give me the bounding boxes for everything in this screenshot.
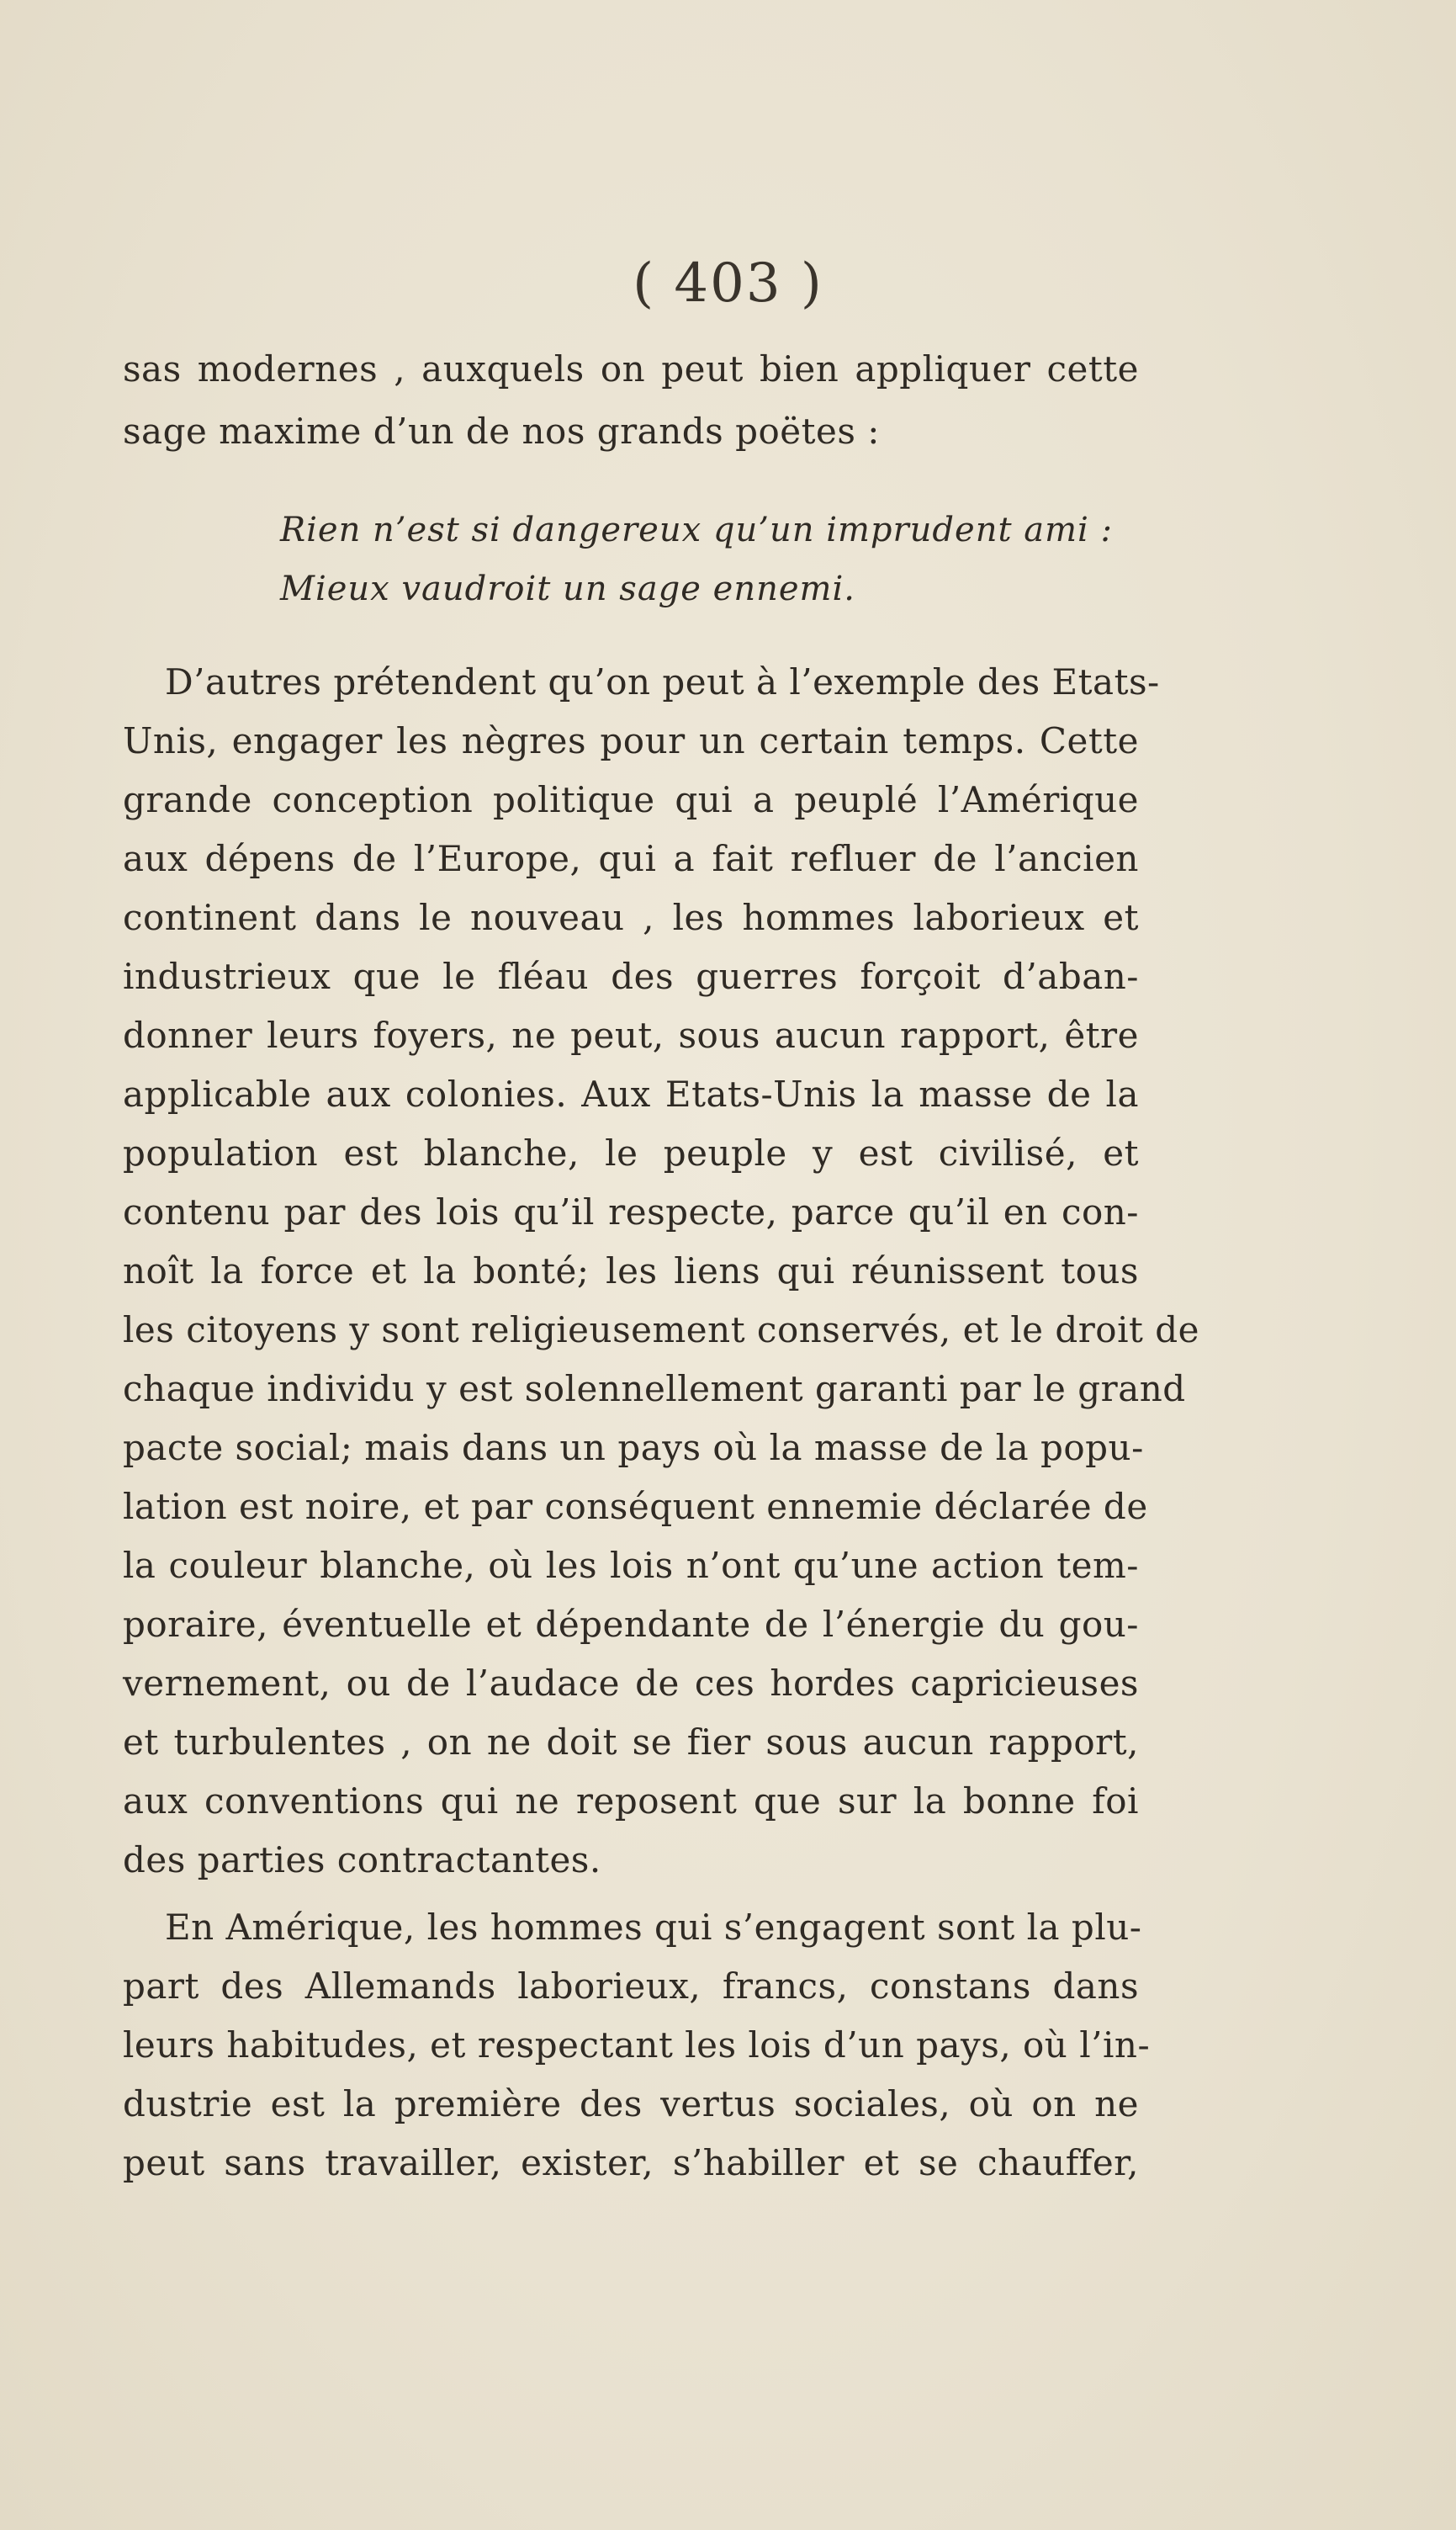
- text-line: noît la force et la bonté; les liens qui réunissent tous: [123, 1250, 1139, 1292]
- text-line: part des Allemands laborieux, francs, constans dans: [123, 1965, 1139, 2007]
- text-line: leurs habitudes, et respectant les lois d’un pays, où l’in-: [123, 2024, 1151, 2066]
- text-line: grande conception politique qui a peuplé l’Amérique: [123, 779, 1139, 820]
- text-line: poraire, éventuelle et dépendante de l’énergie du gou-: [123, 1604, 1139, 1645]
- text-line: pacte social; mais dans un pays où la masse de la popu-: [123, 1427, 1144, 1468]
- text-line: aux conventions qui ne reposent que sur la bonne foi: [123, 1780, 1139, 1822]
- text-line: sas modernes , auxquels on peut bien appliquer cette: [123, 348, 1139, 390]
- text-line: lation est noire, et par conséquent ennemie déclarée de: [123, 1486, 1148, 1527]
- text-line: applicable aux colonies. Aux Etats-Unis la masse de la: [123, 1074, 1139, 1115]
- text-line: continent dans le nouveau , les hommes laborieux et: [123, 897, 1139, 938]
- text-line: vernement, ou de l’audace de ces hordes capricieuses: [123, 1663, 1139, 1704]
- text-line: contenu par des lois qu’il respecte, parce qu’il en con-: [123, 1191, 1139, 1233]
- verse-line: Rien n’est si dangereux qu’un imprudent ami :: [280, 511, 1113, 549]
- text-line: sage maxime d’un de nos grands poëtes :: [123, 411, 880, 452]
- text-line: dustrie est la première des vertus sociales, où on ne: [123, 2083, 1139, 2124]
- text-line: les citoyens y sont religieusement conservés, et le droit de: [123, 1309, 1199, 1350]
- text-line: donner leurs foyers, ne peut, sous aucun rapport, être: [123, 1015, 1139, 1056]
- paragraph-first-line: En Amérique, les hommes qui s’engagent sont la plu-: [165, 1907, 1142, 1948]
- text-line: aux dépens de l’Europe, qui a fait refluer de l’ancien: [123, 838, 1139, 879]
- page-number: ( 403 ): [633, 252, 823, 315]
- text-line: la couleur blanche, où les lois n’ont qu’une action tem-: [123, 1545, 1139, 1586]
- text-line: des parties contractantes.: [123, 1839, 601, 1880]
- text-line: peut sans travailler, exister, s’habiller et se chauffer,: [123, 2142, 1139, 2183]
- text-line: industrieux que le fléau des guerres forçoit d’aban-: [123, 956, 1139, 997]
- text-line: Unis, engager les nègres pour un certain temps. Cette: [123, 720, 1139, 761]
- paragraph-first-line: D’autres prétendent qu’on peut à l’exemple des Etats-: [165, 661, 1160, 703]
- text-line: chaque individu y est solennellement garanti par le grand: [123, 1368, 1186, 1409]
- text-line: population est blanche, le peuple y est civilisé, et: [123, 1132, 1139, 1174]
- verse-line: Mieux vaudroit un sage ennemi.: [280, 570, 855, 608]
- text-line: et turbulentes , on ne doit se fier sous aucun rapport,: [123, 1721, 1139, 1763]
